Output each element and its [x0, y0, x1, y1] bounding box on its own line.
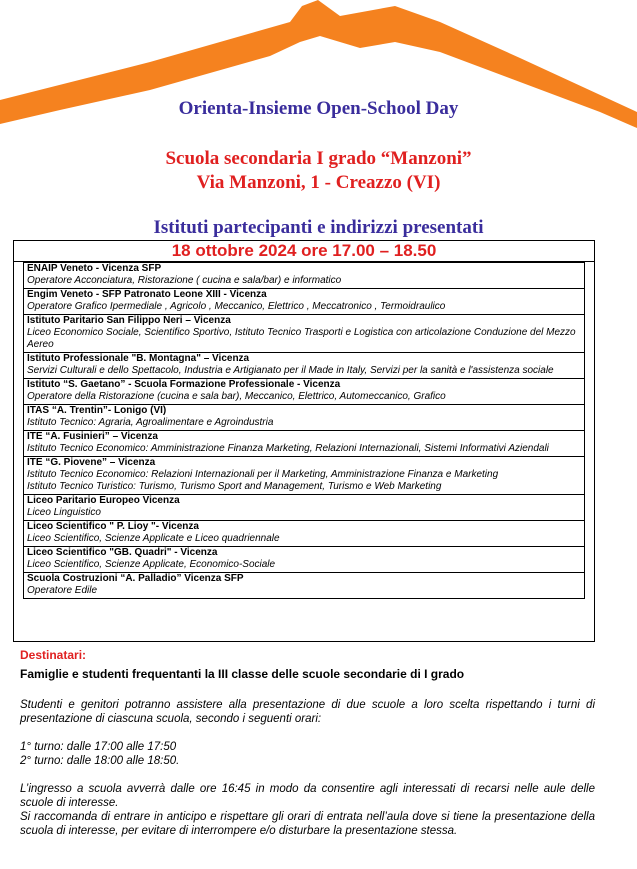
- entry-time-note: L’ingresso a scuola avverrà dalle ore 16:45 in modo da consentire agli interessati di recarsi nelle aule delle scuole di interesse.: [20, 783, 595, 809]
- institute-row: [24, 495, 584, 521]
- institute-row: [24, 353, 584, 379]
- turn-schedule: [20, 740, 595, 768]
- institute-name: ENAIP Veneto - Vicenza SFP: [27, 263, 162, 274]
- institute-desc: Operatore della Ristorazione (cucina e sala bar), Meccanico, Elettrico, Automeccanico, Grafico: [27, 391, 446, 402]
- institute-row: [24, 431, 584, 457]
- school-name: Scuola secondaria I grado “Manzoni”: [165, 148, 472, 169]
- institute-desc: Liceo Scientifico, Scienze Applicate e Liceo quadriennale: [27, 533, 280, 544]
- institute-name: Liceo Paritario Europeo Vicenza: [27, 495, 180, 506]
- institute-name: ITAS “A. Trentin”- Lonigo (VI): [27, 405, 167, 416]
- institute-name: Istituto “S. Gaetano” - Scuola Formazione Professionale - Vicenza: [27, 379, 341, 390]
- punctuality-note: Si raccomanda di entrare in anticipo e rispettare gli orari di entrata nell’aula dove si tiene la presentazione della scuola di interesse, per evitare di interrompere e/o disturbare la presentazione stessa.: [20, 811, 595, 837]
- institute-desc: Operatore Grafico Ipermediale , Agricolo , Meccanico, Elettrico , Meccatronico , Termoidraulico: [27, 301, 446, 312]
- institute-row: [24, 289, 584, 315]
- institute-desc: Liceo Scientifico, Scienze Applicate, Economico-Sociale: [27, 559, 276, 570]
- institute-desc: Liceo Linguistico: [27, 507, 101, 518]
- institute-name: Engim Veneto - SFP Patronato Leone XIII - Vicenza: [27, 289, 267, 300]
- turn-2: 2° turno: dalle 18:00 alle 18:50.: [20, 755, 180, 767]
- institute-desc: Istituto Tecnico Economico: Relazioni Internazionali per il Marketing, Amministrazione Finanza e Marketing: [27, 469, 499, 480]
- institute-desc: Operatore Edile: [27, 585, 98, 596]
- entry-notes: [20, 782, 595, 838]
- institute-name: Liceo Scientifico " P. Lioy "- Vicenza: [27, 521, 199, 532]
- turn-1: 1° turno: dalle 17:00 alle 17:50: [20, 741, 177, 753]
- institute-name: Istituto Professionale "B. Montagna" – Vicenza: [27, 353, 250, 364]
- institute-desc-secondary: Istituto Tecnico Turistico: Turismo, Turismo Sport and Management, Turismo e Web Marketing: [27, 481, 442, 492]
- institute-name: Scuola Costruzioni “A. Palladio” Vicenza SFP: [27, 573, 244, 584]
- institutes-box: [13, 240, 595, 642]
- recipients-label: Destinatari:: [20, 648, 87, 662]
- institute-desc: Servizi Culturali e dello Spettacolo, Industria e Artigianato per il Made in Italy, Servizi per la sanità e l'assistenza sociale: [27, 365, 554, 376]
- institutes-heading: Istituti partecipanti e indirizzi presentati: [153, 217, 484, 238]
- institute-row: [24, 573, 584, 599]
- institute-row: [24, 457, 584, 495]
- institute-row: [24, 405, 584, 431]
- institute-desc: Operatore Acconciatura, Ristorazione ( cucina e sala/bar) e informatico: [27, 275, 342, 286]
- school-address: Via Manzoni, 1 - Creazzo (VI): [196, 172, 441, 193]
- institute-desc: Liceo Economico Sociale, Scientifico Sportivo, Istituto Tecnico Trasporti e Logistica con articolazione Conduzione del Mezzo Aereo: [27, 327, 576, 350]
- institute-name: ITE “G. Piovene” – Vicenza: [27, 457, 156, 468]
- event-date: 18 ottobre 2024 ore 17.00 – 18.50: [14, 241, 594, 262]
- institute-name: Istituto Paritario San Filippo Neri – Vicenza: [27, 315, 231, 326]
- institute-row: [24, 315, 584, 353]
- institute-row: [24, 547, 584, 573]
- recipients-text: Famiglie e studenti frequentanti la III classe delle scuole secondarie di I grado: [20, 667, 465, 681]
- institute-name: Liceo Scientifico "GB. Quadri" - Vicenza: [27, 547, 218, 558]
- institute-desc: Istituto Tecnico Economico: Amministrazione Finanza Marketing, Relazioni Internazionali, Sistemi Informativi Aziendali: [27, 443, 549, 454]
- event-title: Orienta-Insieme Open-School Day: [178, 98, 459, 119]
- institutes-table: [23, 262, 585, 599]
- institute-row: [24, 263, 584, 289]
- institute-row: [24, 379, 584, 405]
- institute-desc: Istituto Tecnico: Agraria, Agroalimentare e Agroindustria: [27, 417, 274, 428]
- institute-row: [24, 521, 584, 547]
- schedule-intro: Studenti e genitori potranno assistere alla presentazione di due scuole a loro scelta rispettando i turni di presentazione di ciascuna scuola, secondo i seguenti orari:: [20, 699, 595, 725]
- institute-name: ITE “A. Fusinieri” – Vicenza: [27, 431, 158, 442]
